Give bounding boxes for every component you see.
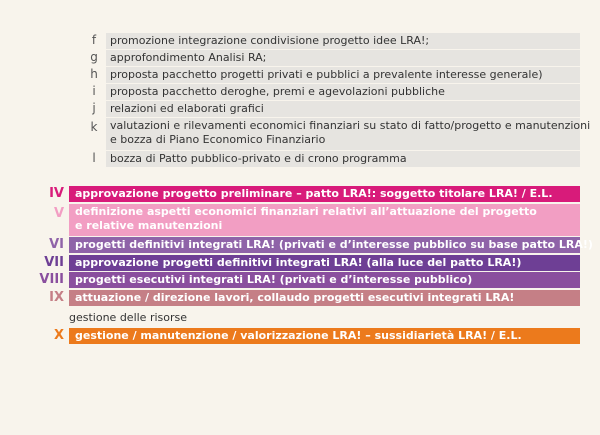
list-item-letter: f: [91, 33, 97, 47]
list-item-text-line-1: valutazioni e rilevamenti economici finanziari su stato di fatto/progetto e manutenzioni: [110, 119, 591, 132]
list-item-letter: j: [92, 101, 96, 115]
phase-number: VII: [44, 255, 64, 270]
phase-bar-line-1: definizione aspetti economici finanziari relativi all’attuazione del progetto: [75, 205, 537, 218]
phase-number: VIII: [39, 272, 64, 287]
phase-number: V: [53, 206, 64, 221]
list-item-text-line-2: e bozza di Piano Economico Finanziario: [110, 133, 326, 146]
list-item-letter: i: [92, 84, 96, 98]
list-item-letter: l: [92, 151, 96, 165]
list-item-text: proposta pacchetto progetti privati e pubblici a prevalente interesse generale): [106, 67, 580, 83]
phase-bar-line-2: e relative manutenzioni: [75, 219, 223, 232]
list-item-text: relazioni ed elaborati grafici: [106, 101, 580, 117]
phase-number: X: [53, 328, 64, 343]
list-item-letter: k: [90, 120, 98, 134]
phase-bar: attuazione / direzione lavori, collaudo progetti esecutivi integrati LRA!: [69, 290, 580, 306]
phase-number: IX: [49, 290, 64, 305]
phase-number: VI: [49, 237, 64, 252]
phase-bar: approvazione progetto preliminare – patto LRA!: soggetto titolare LRA! / E.L.: [69, 186, 580, 202]
list-item-text: approfondimento Analisi RA;: [106, 50, 580, 66]
list-item-letter: h: [90, 67, 98, 81]
phase-number: IV: [49, 186, 64, 201]
list-item-letter: g: [90, 50, 98, 64]
list-item-text: proposta pacchetto deroghe, premi e agevolazioni pubbliche: [106, 84, 580, 100]
phase-bar: [69, 204, 580, 236]
phase-bar: gestione / manutenzione / valorizzazione LRA! – sussidiarietà LRA! / E.L.: [69, 328, 580, 344]
phase-bar: approvazione progetti definitivi integrati LRA! (alla luce del patto LRA!): [69, 255, 580, 271]
list-item-text: promozione integrazione condivisione progetto idee LRA!;: [106, 33, 580, 49]
group-label: gestione delle risorse: [69, 311, 188, 324]
phase-bar: progetti definitivi integrati LRA! (privati e d’interesse pubblico su base patto LRA!): [69, 237, 580, 253]
list-item-text: bozza di Patto pubblico-privato e di crono programma: [106, 151, 580, 167]
list-item-text: [106, 118, 591, 150]
phase-bar: progetti esecutivi integrati LRA! (privati e d’interesse pubblico): [69, 272, 580, 288]
